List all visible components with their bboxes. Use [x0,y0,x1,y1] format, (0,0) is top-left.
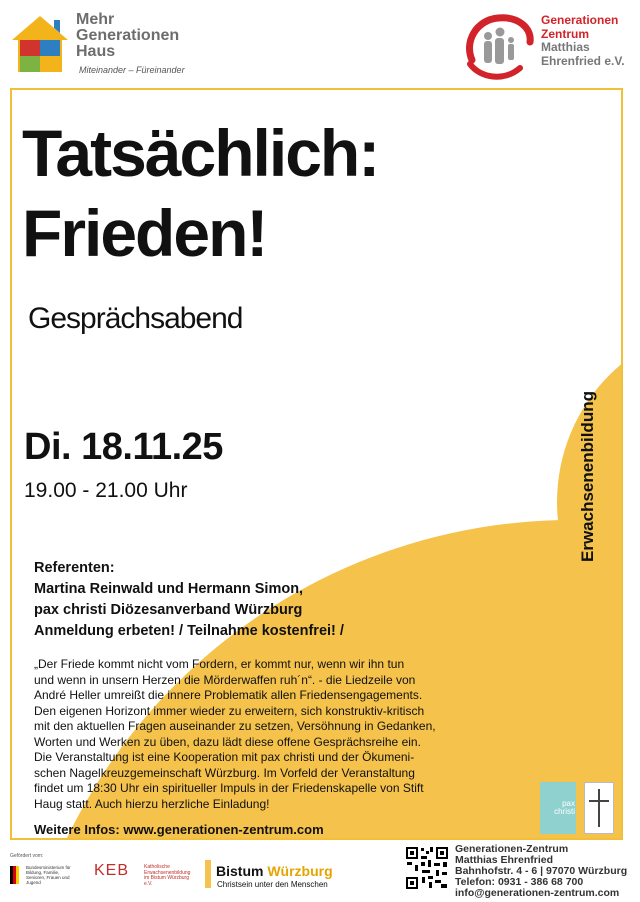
event-date: Di. 18.11.25 [24,426,223,468]
referenten-block: Referenten: Martina Reinwald und Hermann Simon, pax christi Diözesanverband Würzburg Anmeldung erbeten! / Teilnahme kostenfrei! / [34,560,344,639]
bistum-tagline: Christsein unter den Menschen [217,880,328,889]
contact-block: Generationen-Zentrum Matthias Ehrenfried Bahnhofstr. 4 - 6 | 97070 Würzburg Telefon: 0931 - 386 68 700 info@generationen-zentrum.com [455,843,628,899]
qr-code[interactable] [405,846,449,890]
side-label: Erwachsenenbildung [578,391,597,562]
title-line-1: Tatsächlich: [22,116,379,190]
subtitle: Gesprächsabend [28,302,243,335]
federal-eagle-icon [10,866,20,884]
keb-logo: KEB [94,862,130,879]
bistum-wuerzburg-logo: Bistum Würzburg [216,863,333,879]
keb-subtitle: Katholische Erwachsenenbildung im Bistum Würzburg e.V. [144,864,191,887]
bmfsfj-label: Bundesministerium für Bildung, Familie, Senioren, Frauen und Jugend [26,865,71,885]
cross-icon [585,783,613,833]
event-time: 19.00 - 21.00 Uhr [24,479,188,502]
pax-christi-label: pax christi [554,799,575,816]
mgh-wordmark: Mehr Generationen Haus [76,11,180,60]
bistum-logo-mark [205,860,211,888]
generationen-zentrum-logo [462,12,536,82]
more-info-link[interactable]: Weitere Infos: www.generationen-zentrum.com [34,822,324,837]
title-line-2: Frieden! [22,196,267,270]
generationen-zentrum-wordmark: Generationen Zentrum Matthias Ehrenfried e.V. [541,13,625,68]
description-text: „Der Friede kommt nicht vom Fordern, er kommt nur, wenn wir ihn tun und wenn in unsern Herzen die Mörderwaffen ruh´n“. - die Liedzeile von André Heller umreißt die innere Problematik allen Friedensengagements. Den eigenen Horizont immer wieder zu erweitern, sich konstruktiv-kritisch mit den aktuellen Fragen auseinander zu setzen, Versöhnung in Gedanken, Worten und Werken zu üben, dazu lädt diese offene Gesprächsreihe ein. Die Veranstaltung ist eine Kooperation mit pax christi und der Ökumeni- schen Nagelkreuzgemeinschaft Würzburg. Im Vorfeld der Veranstaltung findet um 18:30 Uhr ein spiritueller Impuls in der Friedenskapelle von Stift Haug statt. Auch hierzu herzliche Einladung! [34,657,436,811]
funded-by-label: Gefördert vom: [10,853,44,859]
nagelkreuz-logo [584,782,614,834]
mehrgenerationenhaus-logo [10,14,70,74]
mgh-tagline: Miteinander – Füreinander [79,65,185,75]
